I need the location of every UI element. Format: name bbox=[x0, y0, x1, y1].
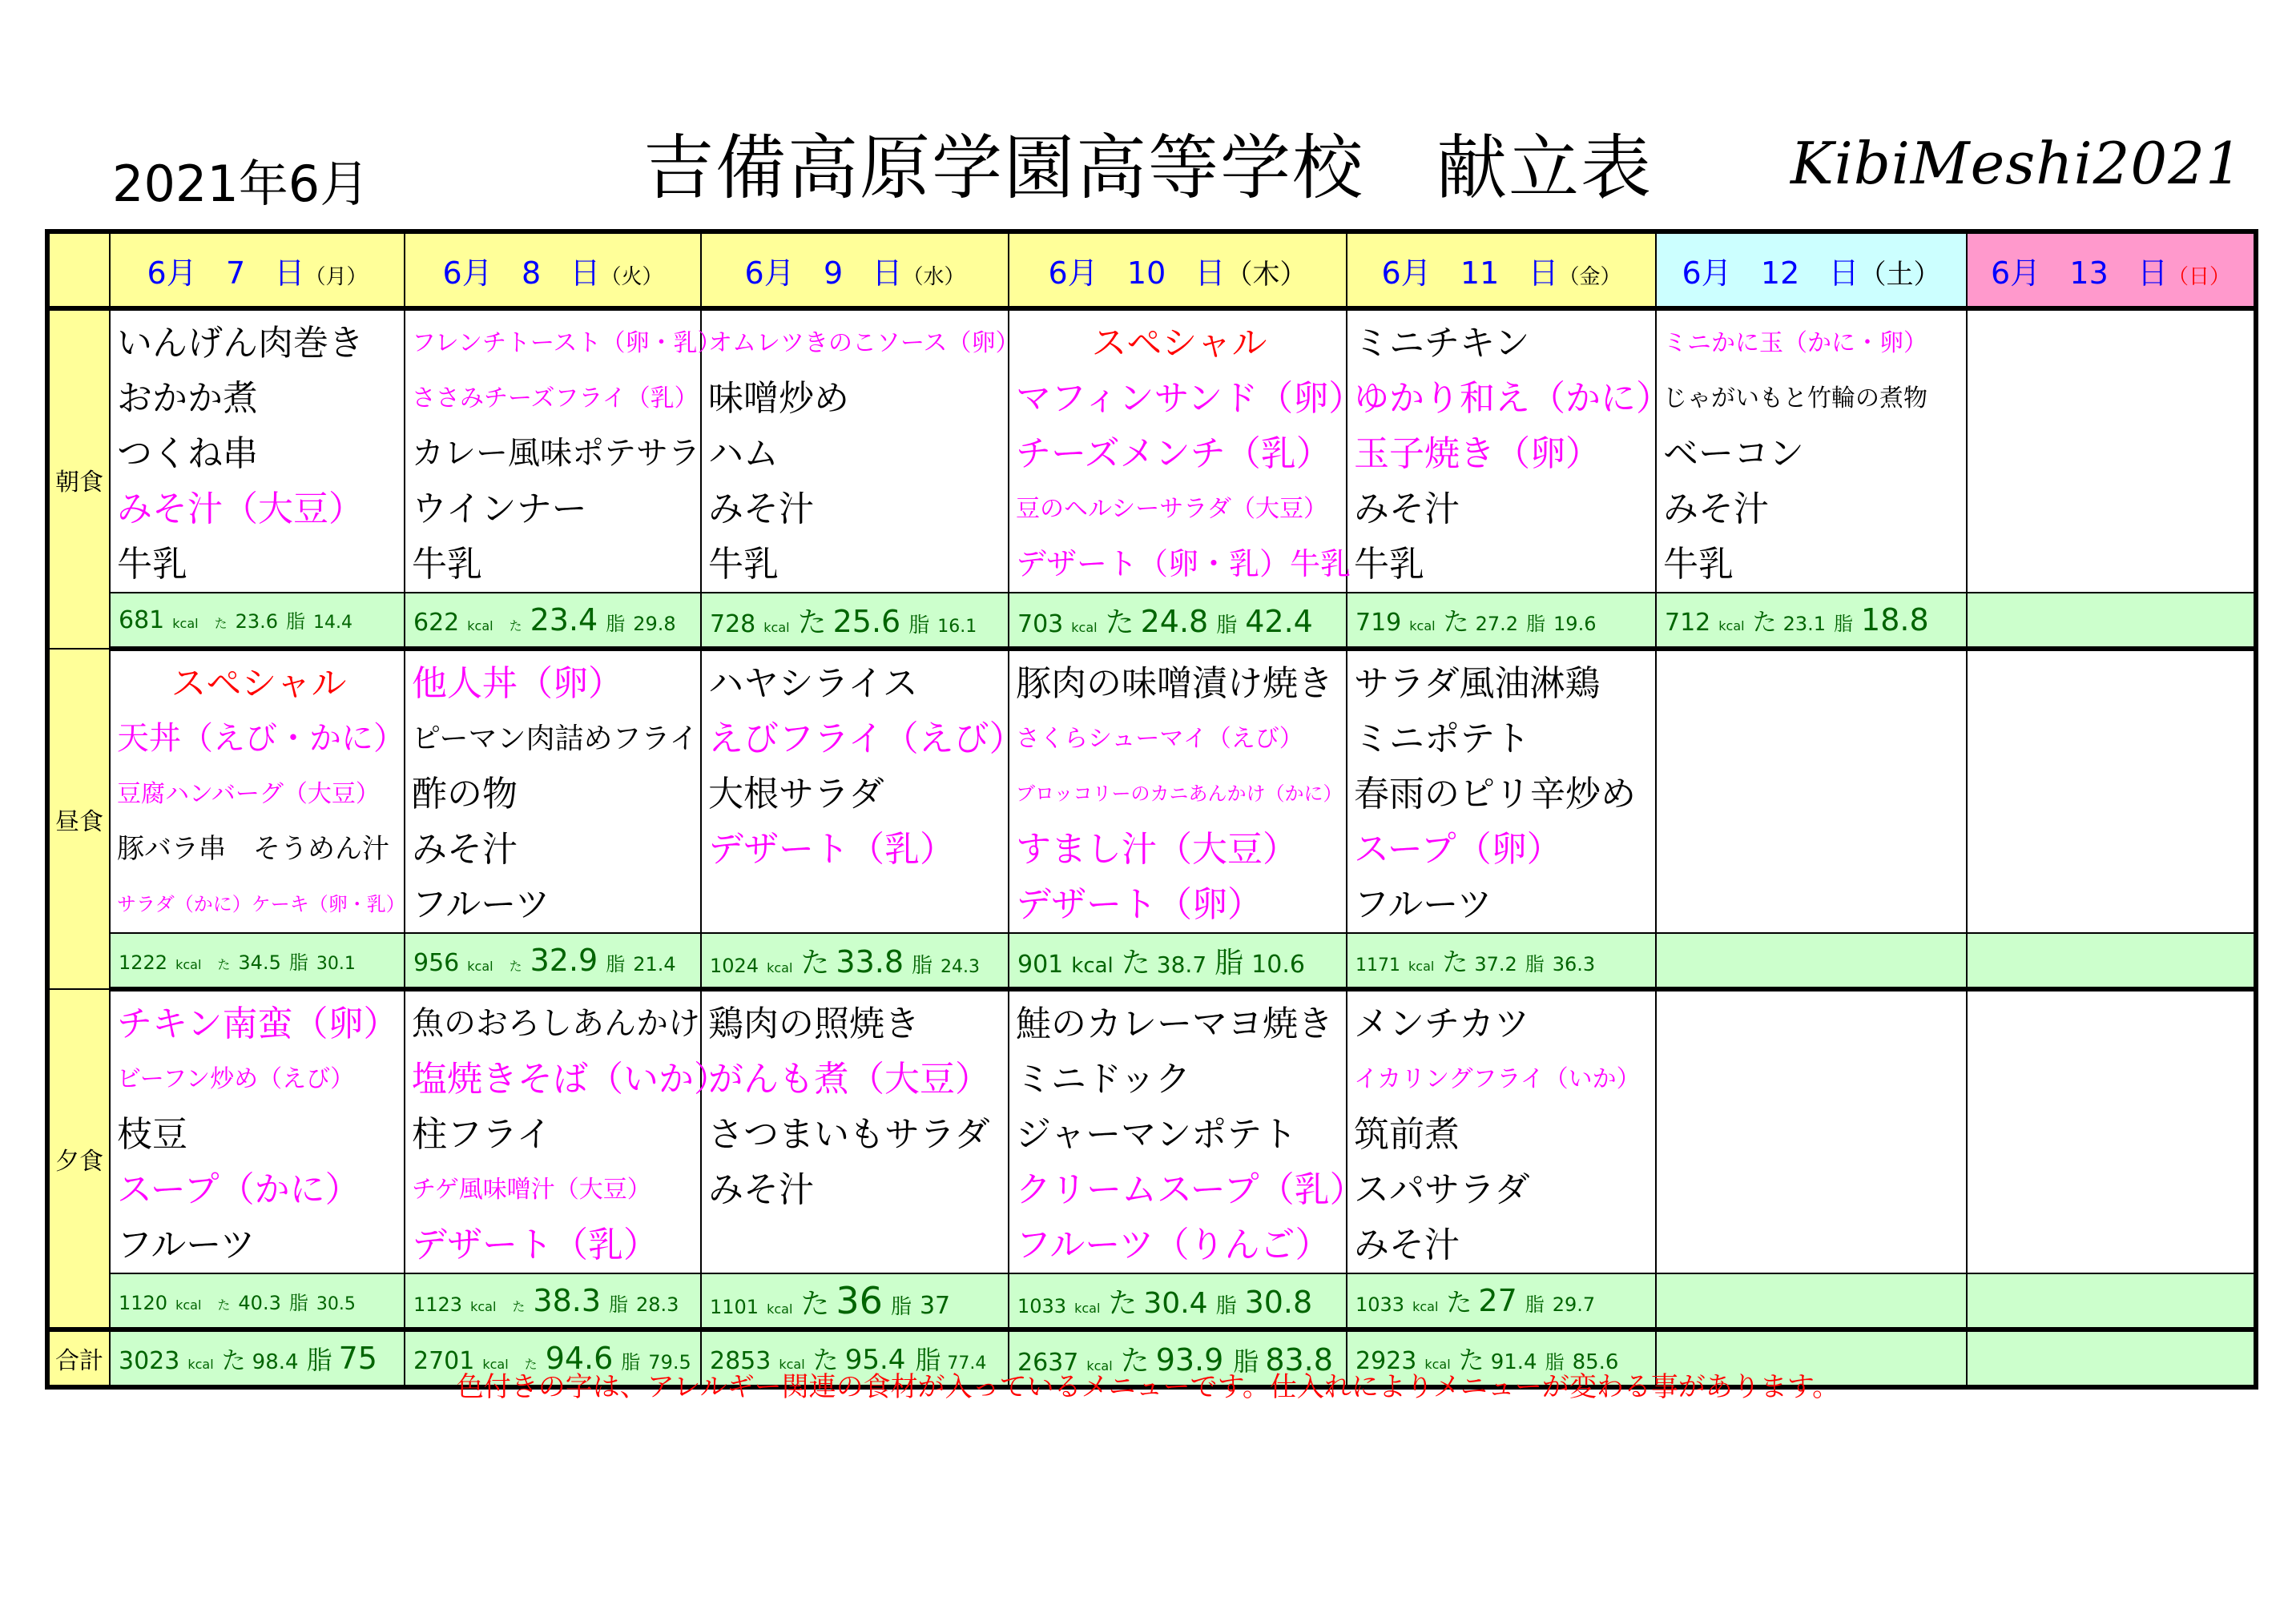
menu-item: ミニかに玉（かに・卵） bbox=[1663, 329, 1927, 357]
menu-item: 枝豆 bbox=[117, 1114, 187, 1155]
dinner-d13 bbox=[1967, 989, 2256, 1273]
menu-item: 酢の物 bbox=[412, 774, 518, 815]
nutrition-d12: 712 kcal た 23.1 脂 18.8 bbox=[1656, 593, 1967, 649]
total-d9: 2853 kcal た 95.4 脂 77.4 bbox=[701, 1329, 1009, 1387]
menu-item: フルーツ（りんご） bbox=[1016, 1225, 1331, 1265]
nutrition-d7: 1222 kcal た 34.5 脂 30.1 bbox=[110, 933, 405, 989]
nutrition-d9: 728 kcal た 25.6 脂 16.1 bbox=[701, 593, 1009, 649]
menu-item: みそ汁 bbox=[708, 1169, 814, 1210]
dinner-d11 bbox=[1347, 989, 1656, 1273]
menu-item: おかか煮 bbox=[117, 378, 258, 419]
month-label: 2021年6月 bbox=[112, 155, 370, 213]
menu-item: 牛乳 bbox=[117, 544, 187, 585]
lunch-d8 bbox=[405, 649, 701, 933]
special-label: スペシャル bbox=[1091, 323, 1267, 364]
menu-item: ジャーマンポテト bbox=[1016, 1114, 1298, 1155]
menu-item: ミニドック bbox=[1016, 1059, 1191, 1100]
menu-item: ハム bbox=[708, 433, 779, 474]
lunch-d7 bbox=[110, 649, 405, 933]
menu-item: ミニチキン bbox=[1354, 323, 1530, 364]
lunch-label: 昼食 bbox=[47, 649, 110, 989]
date-header-row bbox=[47, 231, 2256, 308]
total-d10: 2637 kcal た 93.9 脂 83.8 bbox=[1009, 1329, 1347, 1387]
menu-item: ビーフン炒め（えび） bbox=[117, 1065, 355, 1093]
nutrition-d13 bbox=[1967, 1273, 2256, 1329]
lunch-d13 bbox=[1967, 649, 2256, 933]
lunch-row bbox=[47, 649, 2256, 933]
menu-item: デザート（卵・乳）牛乳 bbox=[1016, 546, 1351, 581]
menu-item: がんも煮（大豆） bbox=[708, 1059, 990, 1100]
menu-item: 味噌炒め bbox=[708, 378, 849, 419]
dinner-d7 bbox=[110, 989, 405, 1273]
breakfast-nutrition-row bbox=[47, 593, 2256, 649]
menu-item: チーズメンチ（乳） bbox=[1016, 433, 1331, 474]
nutrition-d11: 1171 kcal た 37.2 脂 36.3 bbox=[1347, 933, 1656, 989]
breakfast-d11 bbox=[1347, 308, 1671, 593]
nutrition-d9: 1101 kcal た 36 脂 37 bbox=[701, 1273, 1009, 1329]
nutrition-d11: 719 kcal た 27.2 脂 19.6 bbox=[1347, 593, 1656, 649]
breakfast-d8 bbox=[405, 308, 722, 593]
dinner-d10 bbox=[1009, 989, 1365, 1273]
day-header-9: 6月 9 日（水） bbox=[701, 231, 1009, 308]
menu-item: マフィンサンド（卵） bbox=[1016, 378, 1364, 419]
menu-item: 牛乳 bbox=[1354, 544, 1424, 585]
day-header-8: 6月 8 日（火） bbox=[405, 231, 701, 308]
nutrition-d7: 681 kcal た 23.6 脂 14.4 bbox=[110, 593, 405, 649]
lunch-nutrition-row bbox=[47, 933, 2256, 989]
menu-item: ハヤシライス bbox=[708, 663, 918, 704]
menu-item: みそ汁（大豆） bbox=[117, 489, 364, 529]
menu-item: さつまいもサラダ bbox=[708, 1114, 990, 1155]
menu-item: デザート（乳） bbox=[412, 1225, 659, 1265]
breakfast-d10 bbox=[1009, 308, 1364, 593]
menu-item: 豆腐ハンバーグ（大豆） bbox=[117, 780, 380, 808]
menu-item: 牛乳 bbox=[412, 544, 482, 585]
lunch-d11 bbox=[1347, 649, 1656, 933]
menu-item: 豚バラ串 そうめん汁 bbox=[117, 833, 389, 865]
dinner-label: 夕食 bbox=[47, 989, 110, 1329]
menu-item: ブロッコリーのカニあんかけ（かに） bbox=[1016, 782, 1343, 805]
day-header-12: 6月 12 日（土） bbox=[1656, 231, 1967, 308]
day-header-11: 6月 11 日（金） bbox=[1347, 231, 1656, 308]
breakfast-row bbox=[47, 308, 2256, 593]
day-header-13: 6月 13 日（日） bbox=[1967, 231, 2256, 308]
menu-item: ピーマン肉詰めフライ bbox=[412, 722, 699, 755]
nutrition-d8: 622 kcal た 23.4 脂 29.8 bbox=[405, 593, 701, 649]
menu-item: みそ汁 bbox=[1354, 489, 1460, 529]
total-d8: 2701 kcal た 94.6 脂 79.5 bbox=[405, 1329, 701, 1387]
lunch-d10 bbox=[1009, 649, 1347, 933]
menu-item: さくらシューマイ（えび） bbox=[1016, 725, 1303, 753]
menu-item: クリームスープ（乳） bbox=[1016, 1169, 1365, 1210]
dinner-d8 bbox=[405, 989, 729, 1273]
menu-table bbox=[45, 229, 2258, 1390]
menu-item: 豆のヘルシーサラダ（大豆） bbox=[1016, 495, 1327, 523]
dinner-row bbox=[47, 989, 2256, 1273]
nutrition-d9: 1024 kcal た 33.8 脂 24.3 bbox=[701, 933, 1009, 989]
day-header-7: 6月 7 日（月） bbox=[110, 231, 405, 308]
breakfast-label: 朝食 bbox=[47, 308, 110, 649]
menu-item: フルーツ bbox=[117, 1225, 256, 1265]
day-header-10: 6月 10 日（木） bbox=[1009, 231, 1347, 308]
menu-item: 筑前煮 bbox=[1354, 1114, 1460, 1155]
menu-item: つくね串 bbox=[117, 433, 258, 474]
menu-item: スープ（卵） bbox=[1354, 829, 1562, 870]
breakfast-d13 bbox=[1967, 308, 2256, 593]
menu-item: ゆかり和え（かに） bbox=[1354, 378, 1671, 419]
menu-item: ささみチーズフライ（乳） bbox=[412, 384, 699, 412]
menu-item: チキン南蛮（卵） bbox=[117, 1004, 399, 1044]
menu-item: スパサラダ bbox=[1354, 1169, 1530, 1210]
menu-item: 鮭のカレーマヨ焼き bbox=[1016, 1004, 1333, 1044]
nutrition-d10: 1033 kcal た 30.4 脂 30.8 bbox=[1009, 1273, 1347, 1329]
menu-item: カレー風味ポテサラ bbox=[412, 435, 700, 472]
menu-item: みそ汁 bbox=[412, 829, 518, 870]
menu-item: オムレツきのこソース（卵） bbox=[708, 329, 1020, 357]
nutrition-d12 bbox=[1656, 933, 1967, 989]
menu-item: サラダ（かに）ケーキ（卵・乳） bbox=[117, 893, 405, 915]
breakfast-d9 bbox=[701, 308, 1020, 593]
menu-item: 天丼（えび・かに） bbox=[117, 720, 405, 757]
menu-item: イカリングフライ（いか） bbox=[1354, 1065, 1641, 1093]
menu-item: じゃがいもと竹輪の煮物 bbox=[1663, 384, 1927, 412]
menu-item: 春雨のピリ辛炒め bbox=[1354, 774, 1636, 815]
menu-item: デザート（乳） bbox=[708, 829, 955, 870]
menu-item: サラダ風油淋鶏 bbox=[1354, 663, 1601, 704]
total-label: 合計 bbox=[47, 1329, 110, 1387]
nutrition-d12 bbox=[1656, 1273, 1967, 1329]
breakfast-d7 bbox=[110, 308, 405, 593]
menu-item: 牛乳 bbox=[708, 544, 779, 585]
breakfast-d12 bbox=[1656, 308, 1967, 593]
menu-item: 他人丼（卵） bbox=[412, 663, 623, 704]
nutrition-d13 bbox=[1967, 593, 2256, 649]
menu-item: ベーコン bbox=[1663, 433, 1804, 474]
lunch-d12 bbox=[1656, 649, 1967, 933]
menu-item: 玉子焼き（卵） bbox=[1354, 433, 1601, 474]
menu-item: フルーツ bbox=[412, 884, 550, 925]
dinner-nutrition-row bbox=[47, 1273, 2256, 1329]
menu-item: ミニポテト bbox=[1354, 718, 1530, 759]
allergen-footnote: 色付きの字は、アレルギー関連の食材が入っているメニューです。仕入れによりメニューが変わる事があります。 bbox=[456, 1371, 1840, 1403]
nutrition-d10: 901 kcal た 38.7 脂 10.6 bbox=[1009, 933, 1347, 989]
menu-item: 魚のおろしあんかけ bbox=[412, 1005, 700, 1042]
nutrition-d11: 1033 kcal た 27 脂 29.7 bbox=[1347, 1273, 1656, 1329]
menu-item: みそ汁 bbox=[1663, 489, 1769, 529]
menu-item: 塩焼きそば（いか） bbox=[412, 1059, 729, 1100]
lunch-d9 bbox=[701, 649, 1025, 933]
menu-item: ウインナー bbox=[412, 489, 587, 529]
menu-item: みそ汁 bbox=[708, 489, 814, 529]
signature-logo: KibiMeshi2021 bbox=[1790, 130, 2243, 197]
menu-item: えびフライ（えび） bbox=[708, 718, 1025, 759]
nutrition-d13 bbox=[1967, 933, 2256, 989]
menu-item: メンチカツ bbox=[1354, 1004, 1530, 1044]
menu-item: 柱フライ bbox=[412, 1114, 552, 1155]
corner-cell bbox=[47, 231, 110, 308]
menu-item: 豚肉の味噌漬け焼き bbox=[1016, 663, 1333, 704]
menu-item: 牛乳 bbox=[1663, 544, 1734, 585]
menu-item: フルーツ bbox=[1354, 884, 1492, 925]
menu-item: フレンチトースト（卵・乳） bbox=[412, 329, 722, 357]
nutrition-d10: 703 kcal た 24.8 脂 42.4 bbox=[1009, 593, 1347, 649]
menu-item: スープ（かに） bbox=[117, 1169, 361, 1210]
menu-item: すまし汁（大豆） bbox=[1016, 829, 1298, 870]
nutrition-d8: 1123 kcal た 38.3 脂 28.3 bbox=[405, 1273, 701, 1329]
special-label: スペシャル bbox=[171, 663, 347, 704]
total-d7: 3023 kcal た 98.4 脂 75 bbox=[110, 1329, 405, 1387]
menu-item: いんげん肉巻き bbox=[117, 323, 364, 364]
menu-item: 大根サラダ bbox=[708, 774, 884, 815]
menu-item: 鶏肉の照焼き bbox=[708, 1004, 920, 1044]
nutrition-d7: 1120 kcal た 40.3 脂 30.5 bbox=[110, 1273, 405, 1329]
dinner-d9 bbox=[701, 989, 1009, 1273]
menu-item: デザート（卵） bbox=[1016, 884, 1263, 925]
page-title: 吉備高原学園高等学校 献立表 bbox=[642, 127, 1653, 209]
menu-item: チゲ風味噌汁（大豆） bbox=[412, 1176, 651, 1204]
nutrition-d8: 956 kcal た 32.9 脂 21.4 bbox=[405, 933, 701, 989]
menu-item: みそ汁 bbox=[1354, 1225, 1460, 1265]
total-d11: 2923 kcal た 91.4 脂 85.6 bbox=[1347, 1329, 1656, 1387]
dinner-d12 bbox=[1656, 989, 1967, 1273]
